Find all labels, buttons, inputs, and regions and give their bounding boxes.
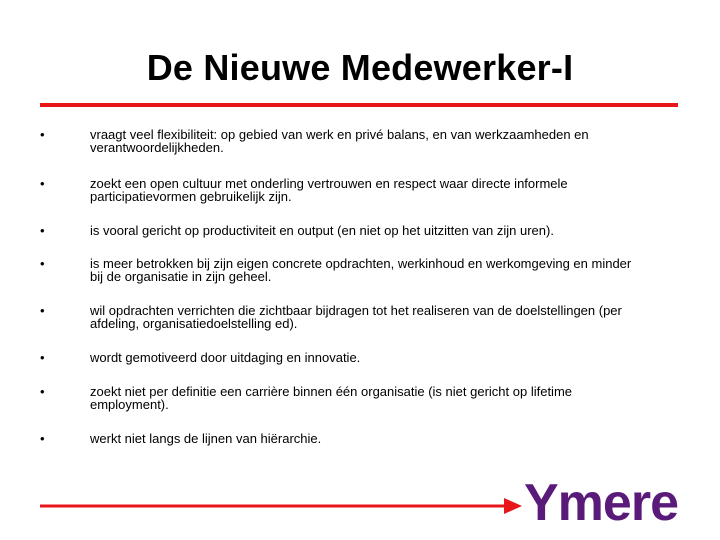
bullet-text: is vooral gericht op productiviteit en output (en niet op het uitzitten van zijn uren). [90,223,554,238]
bullet-dot: • [40,176,45,191]
slide-title: De Nieuwe Medewerker-I [146,47,574,88]
ymere-logo: Ymere [524,474,678,532]
bullet-dot: • [40,223,45,238]
footer-arrow-icon [38,490,524,520]
bullet-dot: • [40,303,45,318]
bullet-dot: • [40,384,45,399]
bullet-text: wordt gemotiveerd door uitdaging en innovatie. [90,350,361,365]
bullet-text: zoekt een open cultuur met onderling vertrouwen en respect waar directe informele participatievormen gebruikelijk zijn. [90,176,568,204]
bullet-dot: • [40,127,45,142]
bullet-text: vraagt veel flexibiliteit: op gebied van werk en privé balans, en van werkzaamheden en verantwoordelijkheden. [90,127,589,155]
bullet-dot: • [40,431,45,446]
bullet-text: is meer betrokken bij zijn eigen concrete opdrachten, werkinhoud en werkomgeving en minder bij de organisatie in zijn geheel. [90,256,632,284]
bullet-text: werkt niet langs de lijnen van hiërarchie. [90,431,322,446]
bullet-text: zoekt niet per definitie een carrière binnen één organisatie (is niet gericht op lifetime employment). [90,384,572,412]
bullet-text: wil opdrachten verrichten die zichtbaar bijdragen tot het realiseren van de doelstellingen (per afdeling, organisatiedoelstelling ed). [90,303,622,331]
bullet-dot: • [40,256,45,271]
bullet-dot: • [40,350,45,365]
